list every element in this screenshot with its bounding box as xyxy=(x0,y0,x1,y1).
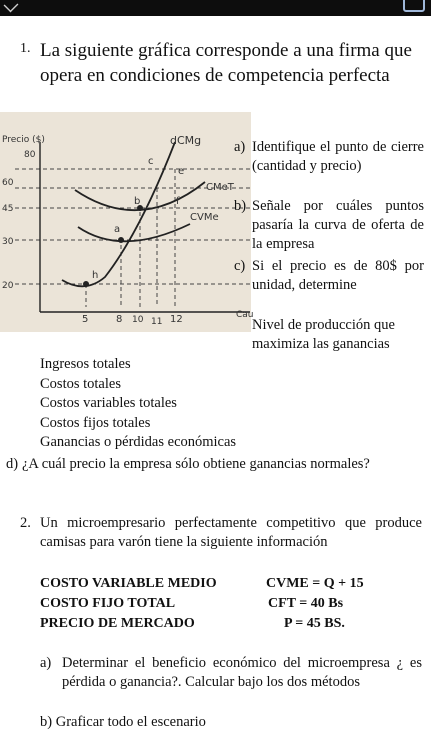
q2-number: 2. xyxy=(20,515,31,531)
y-tick-20: 20 xyxy=(2,281,14,291)
q1-b-text: Señale por cuáles puntos pasaría la curva de oferta de la empresa xyxy=(252,198,424,252)
q1-item-ingresos: Ingresos totales xyxy=(40,356,131,372)
graph-photo xyxy=(0,112,254,332)
y-tick-60: 60 xyxy=(2,178,14,188)
q1-item-costos-totales: Costos totales xyxy=(40,375,121,392)
window-icon[interactable] xyxy=(403,0,425,12)
point-label-e: e xyxy=(178,166,185,177)
q2-b-text: Graficar todo el escenario xyxy=(55,714,206,730)
y-tick-30: 30 xyxy=(2,237,14,247)
question-1-statement: La siguiente gráfica corresponde a una firma que opera en condiciones de competencia perfecta xyxy=(40,40,412,86)
table-label: PRECIO DE MERCADO xyxy=(40,616,195,631)
x-tick-5: 5 xyxy=(82,314,89,325)
x-tick-12: 12 xyxy=(170,314,183,325)
top-bar xyxy=(0,0,431,16)
question-1-number: 1. xyxy=(20,41,31,56)
q1-items-list xyxy=(40,355,236,453)
q1-c-marker: c) xyxy=(234,258,246,274)
q2-part-a xyxy=(40,654,422,692)
q2-a-text: Determinar el beneficio económico del microempresa ¿ es pérdida o ganancia?. Calcular bajo los dos métodos xyxy=(62,655,422,690)
y-tick-45: 45 xyxy=(2,204,14,214)
q1-part-c xyxy=(234,257,424,295)
point-label-h: h xyxy=(92,270,99,281)
label-dcmg: dCMg xyxy=(170,134,202,147)
hand-drawn-graph xyxy=(0,112,254,332)
table-label: COSTO FIJO TOTAL xyxy=(40,596,176,611)
point-label-b: b xyxy=(134,196,141,207)
q1-b-marker: b) xyxy=(234,198,247,214)
x-tick-8: 8 xyxy=(116,314,123,325)
x-tick-10: 10 xyxy=(132,315,144,325)
q1-part-b xyxy=(234,197,424,254)
point-label-a: a xyxy=(114,224,121,235)
table-value: CVME = Q + 15 xyxy=(266,576,364,591)
point-h xyxy=(83,281,89,287)
table-value: P = 45 BS. xyxy=(284,616,345,631)
q1-item-nivel: Nivel de producción que maximiza las ganancias xyxy=(252,317,395,352)
table-label: COSTO VARIABLE MEDIO xyxy=(40,576,217,591)
q2-a-marker: a) xyxy=(40,655,52,671)
q1-part-a xyxy=(234,138,424,176)
label-cvme: CVMe xyxy=(190,212,219,223)
q1-c-text: Si el precio es de 80$ por unidad, determine xyxy=(252,258,424,293)
table-row xyxy=(40,614,420,634)
back-arrow-icon[interactable] xyxy=(4,0,19,12)
y-axis-title: Precio ($) xyxy=(2,135,45,145)
cmg-curve xyxy=(62,142,175,286)
x-tick-11: 11 xyxy=(151,317,163,327)
y-tick-80: 80 xyxy=(24,150,36,160)
q1-item-ganancias: Ganancias o pérdidas económicas xyxy=(40,434,237,450)
q2-text: Un microempresario perfectamente competitivo que produce camisas para varón tiene la siguiente información xyxy=(40,515,422,550)
point-label-f: f xyxy=(176,196,180,207)
q1-a-marker: a) xyxy=(234,139,246,155)
q2-b-marker: b) xyxy=(40,714,53,730)
q2-part-b xyxy=(40,713,422,732)
q1-item-costos-variables: Costos variables totales xyxy=(40,395,177,411)
label-cau: Cau xyxy=(236,310,254,320)
q1-item-costos-fijos: Costos fijos totales xyxy=(40,414,151,431)
table-row xyxy=(40,594,420,614)
table-row xyxy=(40,574,420,594)
q1-part-d xyxy=(6,455,420,474)
q2-data-table xyxy=(40,574,420,634)
table-value: CFT = 40 Bs xyxy=(268,596,344,611)
q1-a-text: Identifique el punto de cierre (cantidad y precio) xyxy=(252,139,424,174)
question-2 xyxy=(20,514,422,552)
point-a xyxy=(118,237,124,243)
q1-d-marker: d) xyxy=(6,456,19,472)
q1-d-text: ¿A cuál precio la empresa sólo obtiene ganancias normales? xyxy=(22,456,370,472)
label-cmet: CMeT xyxy=(206,182,234,193)
point-label-c: c xyxy=(148,156,154,167)
